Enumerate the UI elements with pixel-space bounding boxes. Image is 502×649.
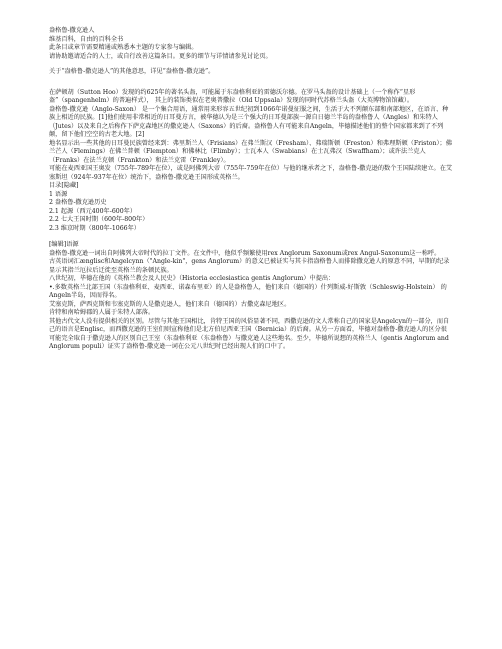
intro-paragraph-2: 盎格鲁-撒克逊（Anglo-Saxon） 是一个集合用语，通常用来形容五世纪初到1066年诺曼征服之间，生活于大不列颠东部和南部地区，在语言、种族上相近的民族。[1]他们使用非常相近的日耳曼方言，被华德认为是三个强大的日耳曼部族一源自日德兰半岛的盎格鲁人（Angles）和朱特人（Jutes）以及来自之后称作下萨克森地区的撒克逊人（Saxons）的后裔。盎格鲁人有可能来自Angeln，毕德描述他们的整个国家都来到了不列颠，留下他们空空的古老大地。[2] [49, 105, 449, 138]
etymology-paragraph-5: 肯特和南哈姆郡的人属于朱特人部落。 [49, 309, 155, 316]
page-subtitle: 维基百科，自由的百科全书 [49, 35, 124, 43]
etymology-heading[interactable]: [编辑]语源 [49, 241, 79, 248]
intro-paragraph-3: 地名显示出一些其他的日耳曼民族曾经来到：弗里斯兰人（Frisians）在弗兰斯汉（Fresham）、弗瑞斯顿（Freston）和弗理斯顿（Friston）；佛兰芒人（Flemings）在佛兰普顿（Flempton）和佛林比（Flimby）；士瓦本人（Swabians）在士瓦弗汉（Swaffham）；或许法兰克人（Franks）在法兰克顿（Frankton）和法兰克雷（Frankley）。 [49, 139, 452, 164]
toc-item-heptarchy[interactable]: 2.2 七大王国时期（600年-800年） [49, 216, 149, 223]
expert-notice: 此条目或章节需要精通或熟悉本主题的专家参与编辑。 [49, 44, 198, 51]
etymology-paragraph-1: 盎格鲁-撒克逊一词出自阿佛列大帝时代的拉丁文件。在文件中，他似乎频繁使用rex Anglorum Saxonum或rex Angul-Saxonum这一称呼。 [49, 249, 441, 257]
etymology-paragraph-6: 其他古代文人没有提供相关的区别。尽管与其他王国相比，肯特王国的风俗显著不同，西撒克逊的文人常称自己的国家是Angelcyn的一部分，而自己的语言是Englisc，而西撒克逊的王室们则宣称他们是北方伯尼西亚王国（Bernicia）的后裔。从另一方面看，毕德对盎格鲁-撒克逊人的区分很可能完全取自于撒克逊人的区别自己王室（东盎格利亚（东盎格鲁）与撒克逊人这些地名。至少，毕德所说想的英格兰人（gentis Anglorum and Anglorum populi）证实了盎格鲁-撒克逊一词在公元八世纪时已经出现人们的口中了。 [49, 317, 450, 350]
etymology-paragraph-2: 古英语词汇ænglisc和Angelcynn（"Angle-kin"，gens Anglorum）的意义已被证实与其卡指盎格鲁人而排除撒克逊人的原意不同，早期的纪录显示其指兰厄拉后迁徙至英格兰的条顿民族。 [49, 258, 450, 274]
etymology-paragraph-3: 八世纪初，毕德在他的《英格兰教会及人民史》（Historia ecclesiastica gentis Anglorum）中提出： [49, 275, 335, 282]
toc-item-history[interactable]: 2 盎格鲁-撒克逊历史 [49, 199, 107, 206]
toc-item-etymology[interactable]: 1 语源 [49, 190, 68, 198]
disambiguation-note: 关于“盎格鲁-撒克逊人”的其他意思，详见“盎格鲁-撒克逊”。 [49, 68, 215, 75]
intro-paragraph-1: 在萨顿胡（Sutton Hoo）发现的约625年的著名头盔，可能属于东盎格利亚的雷德沃尔德。在罗马头盔的设计基础上（一个称作“星形盔”（spangenhelm）的普遍样式）， 其上的装饰类似在老奥普撒拉（Old Uppsala）发现的同时代苏格兰头盔（大英博物馆馆藏）。 [49, 88, 416, 104]
toc-item-viking-age[interactable]: 2.3 维京时期（800年-1066年） [49, 224, 140, 232]
intro-paragraph-4: 可能在麦西亚国王奥发（755年-789年在位），或是阿佛列大帝（755年-759年在位）与他的继承者之下，盎格鲁-撒克逊的数个王国陆续建立。在艾塞斯坦（924年-937年在位）统治下，盎格鲁-撒克逊王国形成英格兰。 [49, 165, 453, 181]
improve-notice: 请协助邀请适合的人士，或自行改善这篇条目。更多的细节与详情请参见讨论页。 [49, 52, 272, 60]
page-title: 盎格鲁-撒克逊人 [49, 27, 95, 34]
etymology-paragraph-4: 艾塞克斯，萨西克斯和韦塞克斯的人是撒克逊人，他们来自（德国的）古撒克森尼地区。 [49, 300, 291, 308]
toc-item-origins[interactable]: 2.1 起源（西元400年-600年） [49, 207, 137, 215]
toc-header[interactable]: 目录[隐藏] [49, 182, 79, 189]
etymology-quote: •.多数英格兰北部王国（东盎格利亚、麦西亚、诺森布里亚）的人是盎格鲁人，他们来自（德国的）什列斯威-好斯敦（Schleswig-Holstein） 的Angeln半岛，因而得名。 [49, 283, 447, 299]
